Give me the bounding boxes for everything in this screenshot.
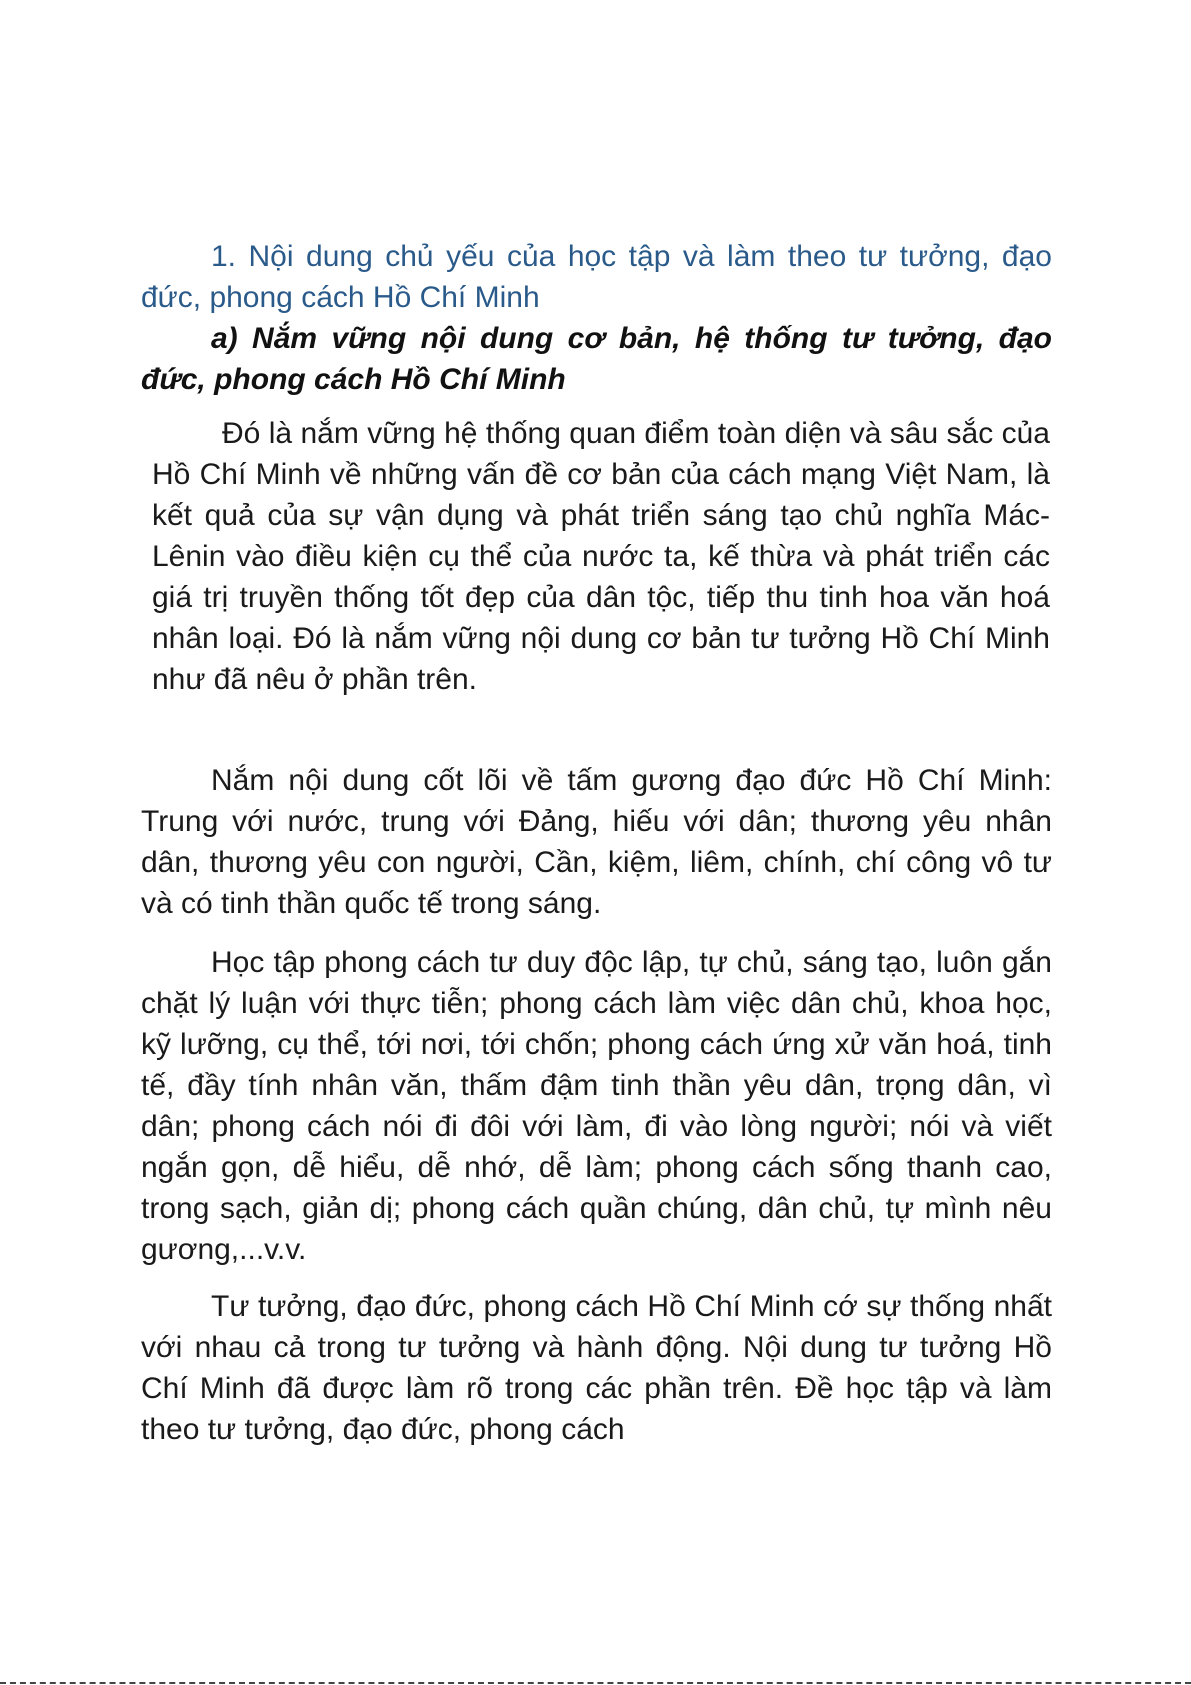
body-paragraph-1: Đó là nắm vững hệ thống quan điểm toàn diện và sâu sắc của Hồ Chí Minh về những vấn đề cơ bản của cách mạng Việt Nam, là kết quả của sự vận dụng và phát triển sáng tạo chủ nghĩa Mác-Lênin vào điều kiện cụ thể của nước ta, kế thừa và phát triển các giá trị truyền thống tốt đẹp của dân tộc, tiếp thu tinh hoa văn hoá nhân loại. Đó là nắm vững nội dung cơ bản tư tưởng Hồ Chí Minh như đã nêu ở phần trên.	[152, 417, 1050, 696]
body-paragraph-2: Nắm nội dung cốt lõi về tấm gương đạo đức Hồ Chí Minh: Trung với nước, trung với Đảng, hiếu với dân; thương yêu nhân dân, thương yêu con người, Cần, kiệm, liêm, chính, chí công vô tư và có tinh thần quốc tế trong sáng.	[141, 764, 1052, 920]
body-paragraph-4: Tư tưởng, đạo đức, phong cách Hồ Chí Minh cớ sự thống nhất với nhau cả trong tư tưởng và hành động. Nội dung tư tưởng Hồ Chí Minh đã được làm rõ trong các phần trên. Đề học tập và làm theo tư tưởng, đạo đức, phong cách	[141, 1290, 1052, 1446]
page-bottom-rule	[0, 1682, 1191, 1684]
body-paragraph-3: Học tập phong cách tư duy độc lập, tự chủ, sáng tạo, luôn gắn chặt lý luận với thực tiễn; phong cách làm việc dân chủ, khoa học, kỹ lưỡng, cụ thể, tới nơi, tới chốn; phong cách ứng xử văn hoá, tinh tế, đầy tính nhân văn, thấm đậm tinh thần yêu dân, trọng dân, vì dân; phong cách nói đi đôi với làm, đi vào lòng người; nói và viết ngắn gọn, dễ hiểu, dễ nhớ, dễ làm; phong cách sống thanh cao, trong sạch, giản dị; phong cách quần chúng, dân chủ, tự mình nêu gương,...v.v.	[141, 946, 1052, 1266]
section-subheading: a) Nắm vững nội dung cơ bản, hệ thống tư tưởng, đạo đức, phong cách Hồ Chí Minh	[141, 322, 1052, 396]
section-heading: 1. Nội dung chủ yếu của học tập và làm theo tư tưởng, đạo đức, phong cách Hồ Chí Minh	[141, 240, 1052, 314]
